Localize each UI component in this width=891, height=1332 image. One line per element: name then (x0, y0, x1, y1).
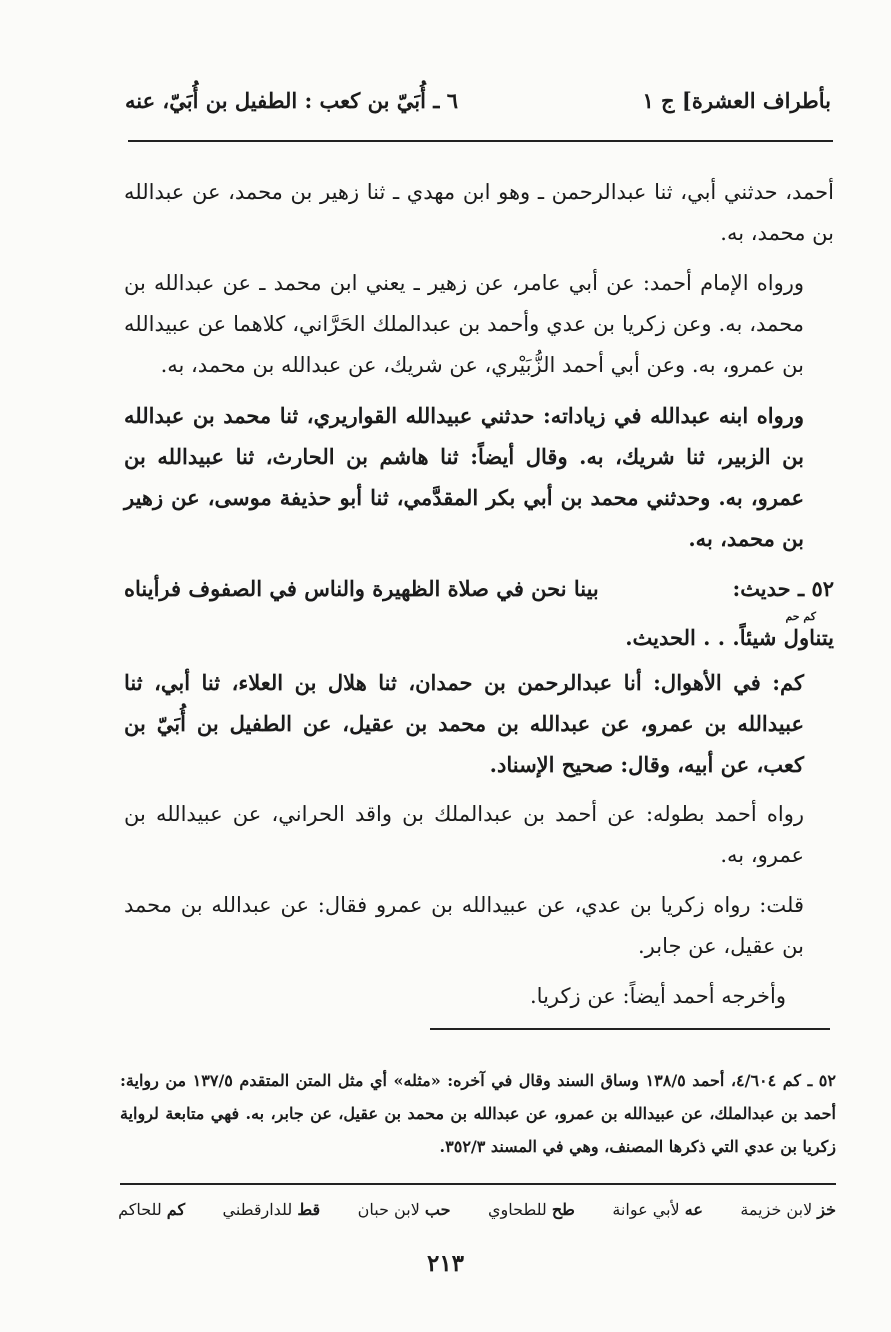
abbreviations-legend (118, 1200, 836, 1219)
header-chapter-title: ٦ ـ أُبَيّ بن كعب : الطفيل بن أُبَيّ، عنه (125, 88, 458, 113)
hadith-note: كم حم (785, 610, 816, 623)
paragraph-3: ورواه ابنه عبدالله في زياداته: حدثني عبيدالله القواريري، ثنا محمد بن عبدالله بن الزبير، ثنا شريك، به. وقال أيضاً: ثنا هاشم بن الحارث، ثنا عبيدالله بن عمرو، به. وحدثني محمد بن أبي بكر المقدَّمي، ثنا أبو حذيفة موسى، عن زهير بن محمد، به. (124, 403, 804, 551)
abbreviation-item: عه لأبي عوانة (612, 1200, 703, 1219)
paragraph-7: قلت: رواه زكريا بن عدي، عن عبيدالله بن عمرو فقال: عن عبدالله بن محمد بن عقيل، عن جابر. (124, 893, 804, 958)
footnotes (120, 1064, 836, 1163)
paragraph-6: رواه أحمد بطوله: عن أحمد بن عبدالملك بن واقد الحراني، عن عبيدالله بن عمرو، به. (124, 802, 804, 867)
abbreviations-divider (120, 1183, 836, 1185)
hadith-label: ٥٢ ـ حديث: (732, 576, 834, 601)
hadith-text: بينا نحن في صلاة الظهيرة والناس في الصفوف فرأيناه (124, 576, 599, 601)
paragraph-1: أحمد، حدثني أبي، ثنا عبدالرحمن ـ وهو ابن مهدي ـ ثنا زهير بن محمد، عن عبدالله بن محمد، به. (124, 180, 834, 245)
hadith-heading (124, 568, 834, 609)
footnote-divider (430, 1028, 830, 1030)
footnote-52: ٥٢ ـ كم ٤/٦٠٤، أحمد ١٣٨/٥ وساق السند وقال في آخره: «مثله» أي مثل المتن المتقدم ١٣٧/٥ من رواية: أحمد بن عبدالملك، عن عبيدالله بن عمرو، عن عبدالله بن محمد بن عقيل، عن جابر، به. فهي متابعة لرواية زكريا بن عدي التي ذكرها المصنف، وهي في المسند ٣٥٢/٣. (120, 1071, 836, 1156)
hadith-line-2: يتناول شيئاً. . . الحديث. (625, 625, 834, 650)
paragraph-5: كم: في الأهوال: أنا عبدالرحمن بن حمدان، ثنا هلال بن العلاء، ثنا أبي، ثنا عبيدالله بن عمرو، عن عبدالله بن محمد بن عقيل، عن الطفيل بن أُبَيّ بن كعب، عن أبيه، وقال: صحيح الإسناد. (124, 670, 804, 777)
running-header (125, 88, 831, 113)
paragraph-8: وأخرجه أحمد أيضاً: عن زكريا. (530, 984, 786, 1008)
abbreviation-item: طح للطحاوي (487, 1200, 575, 1219)
header-book-title: بأطراف العشرة] ج ١ (642, 88, 831, 113)
main-text (124, 172, 834, 1026)
abbreviation-item: حب لابن حبان (357, 1200, 451, 1219)
abbreviation-item: خز لابن خزيمة (740, 1200, 836, 1219)
page-number: ٢١٣ (426, 1250, 465, 1277)
abbreviation-item: كم للحاكم (118, 1200, 186, 1219)
paragraph-2: ورواه الإمام أحمد: عن أبي عامر، عن زهير ـ يعني ابن محمد ـ عن عبدالله بن محمد، به. وعن زكريا بن عدي وأحمد بن عبدالملك الحَرَّاني، كلاهما عن عبيدالله بن عمرو، به. وعن أبي أحمد الزُّبَيْري، عن شريك، عن عبدالله بن محمد، به. (124, 271, 804, 377)
hadith-continuation (124, 611, 834, 653)
header-divider (128, 140, 833, 142)
abbreviation-item: قط للدارقطني (222, 1200, 321, 1219)
hadith-line-1 (124, 568, 834, 609)
